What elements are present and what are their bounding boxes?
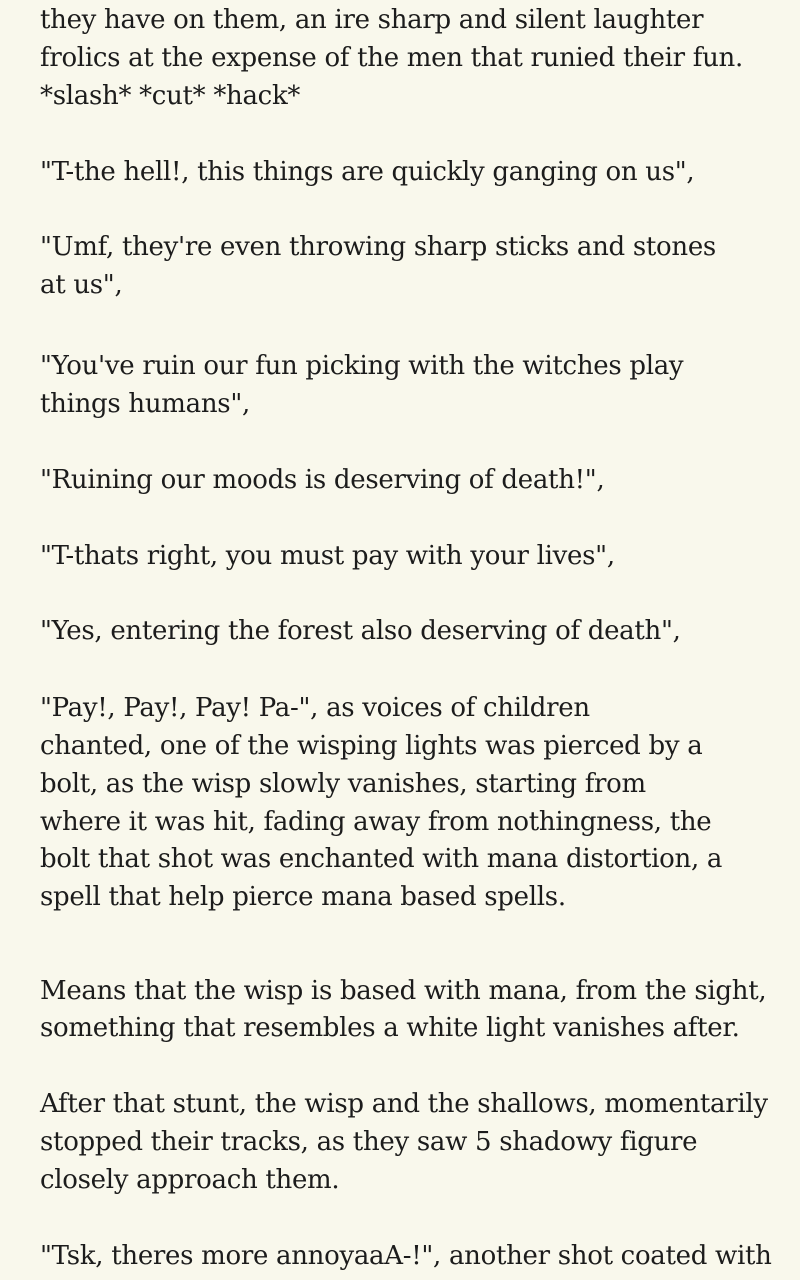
text-line: something that resembles a white light vanishes after. [40, 1013, 740, 1043]
text-line: "T-thats right, you must pay with your lives", [40, 541, 615, 571]
text-line: things humans", [40, 389, 250, 419]
text-line: "Tsk, theres more annoyaaA-!", another shot coated with [40, 1241, 772, 1271]
text-line: they have on them, an ire sharp and silent laughter [40, 5, 704, 35]
text-line: frolics at the expense of the men that runied their fun. [40, 43, 743, 73]
text-line: closely approach them. [40, 1165, 340, 1195]
text-line: where it was hit, fading away from nothingness, the [40, 807, 712, 837]
text-line: spell that help pierce mana based spells. [40, 882, 566, 912]
text-line: "Umf, they're even throwing sharp sticks and stones [40, 232, 716, 262]
text-line: stopped their tracks, as they saw 5 shadowy figure [40, 1127, 698, 1157]
text-line: "T-the hell!, this things are quickly ganging on us", [40, 157, 695, 187]
text-line: "You've ruin our fun picking with the witches play [40, 351, 684, 381]
text-line: chanted, one of the wisping lights was pierced by a [40, 731, 703, 761]
text-line: bolt, as the wisp slowly vanishes, starting from [40, 769, 646, 799]
text-line: "Ruining our moods is deserving of death!", [40, 465, 605, 495]
text-line: "Pay!, Pay!, Pay! Pa-", as voices of children [40, 693, 590, 723]
text-line: Means that the wisp is based with mana, from the sight, [40, 976, 767, 1006]
text-line: After that stunt, the wisp and the shallows, momentarily [40, 1089, 768, 1119]
text-line: *slash* *cut* *hack* [40, 81, 301, 111]
text-line: at us", [40, 270, 123, 300]
text-line: bolt that shot was enchanted with mana distortion, a [40, 844, 723, 874]
text-line: "Yes, entering the forest also deserving of death", [40, 616, 681, 646]
